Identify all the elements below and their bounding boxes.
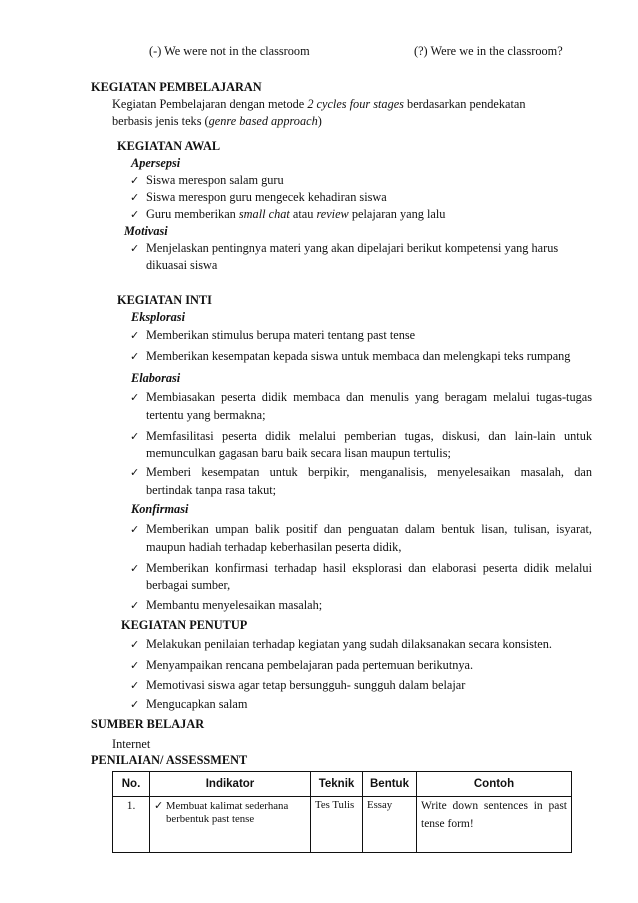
- header-contoh: Contoh: [417, 772, 572, 797]
- header-indikator: Indikator: [150, 772, 311, 797]
- list-item: Menyampaikan rencana pembelajaran pada pertemuan berikutnya.: [146, 658, 474, 672]
- list-item: Memotivasi siswa agar tetap bersungguh- sungguh dalam belajar: [146, 678, 466, 692]
- cell-no: 1.: [113, 797, 150, 853]
- check-icon: [130, 328, 139, 343]
- check-icon: [130, 429, 139, 444]
- check-icon: [130, 678, 139, 693]
- text: berdasarkan pendekatan: [403, 97, 526, 111]
- list-item: Mengucapkan salam: [146, 697, 248, 711]
- cell-contoh: [417, 797, 572, 853]
- list-item-continuation: dikuasai siswa: [146, 258, 218, 272]
- list-item: Siswa merespon salam guru: [146, 173, 284, 187]
- list-item-continuation: maupun hadiah terhadap keberhasilan peserta didik,: [146, 540, 402, 554]
- section-heading-sumber: SUMBER BELAJAR: [91, 717, 205, 731]
- heading-kegiatan-awal: KEGIATAN AWAL: [117, 139, 221, 153]
- text: atau: [289, 207, 317, 221]
- list-item: Memberikan stimulus berupa materi tentang past tense: [146, 328, 416, 342]
- section-heading-kegiatan: KEGIATAN PEMBELAJARAN: [91, 80, 262, 94]
- list-item-continuation: berbagai sumber,: [146, 578, 231, 592]
- list-item: Memberikan umpan balik positif dan penguatan dalam bentuk lisan, tulisan, isyarat,: [146, 522, 592, 536]
- list-item: Memberikan konfirmasi terhadap hasil eksplorasi dan elaborasi peserta didik melalui: [146, 561, 592, 575]
- list-item: Memfasilitasi peserta didik melalui pemberian tugas, diskusi, dan lain-lain untuk: [146, 429, 592, 443]
- subheading-elaborasi: Elaborasi: [131, 371, 181, 385]
- check-icon: [130, 465, 139, 480]
- italic-text: genre based approach: [208, 114, 318, 128]
- assessment-table: [112, 771, 572, 853]
- indikator-line1: [154, 799, 306, 813]
- check-icon: [130, 658, 139, 673]
- check-icon: [130, 697, 139, 712]
- header-bentuk: Bentuk: [363, 772, 417, 797]
- text: Membuat kalimat sederhana: [165, 800, 289, 812]
- check-icon: [130, 598, 139, 613]
- list-item: [146, 207, 445, 222]
- text: berbasis jenis teks (: [112, 114, 209, 128]
- list-item: Siswa merespon guru mengecek kehadiran siswa: [146, 190, 387, 204]
- kegiatan-intro-line2: [112, 114, 322, 129]
- list-item-continuation: tertentu yang bermakna;: [146, 408, 266, 422]
- example-question: (?) Were we in the classroom?: [414, 44, 563, 58]
- text: Guru memberikan: [146, 207, 239, 221]
- check-icon: [130, 349, 139, 364]
- list-item: Membantu menyelesaikan masalah;: [146, 598, 323, 612]
- text: pelajaran yang lalu: [348, 207, 446, 221]
- cell-indikator: [150, 797, 311, 853]
- list-item: Memberi kesempatan untuk berpikir, menganalisis, menyelesaikan masalah, dan: [146, 465, 592, 479]
- sumber-value: Internet: [112, 737, 151, 751]
- contoh-line1: Write down sentences in past: [421, 800, 567, 812]
- text: Kegiatan Pembelajaran dengan metode: [112, 97, 308, 111]
- check-icon: [130, 390, 139, 405]
- list-item: Melakukan penilaian terhadap kegiatan yang sudah dilaksanakan secara konsisten.: [146, 637, 552, 651]
- check-icon: [154, 800, 163, 812]
- check-icon: [130, 207, 139, 222]
- check-icon: [130, 561, 139, 576]
- check-icon: [130, 637, 139, 652]
- text: ): [317, 114, 322, 128]
- italic-text: 2 cycles four stages: [307, 97, 404, 111]
- table-row: [113, 797, 572, 853]
- subheading-motivasi: Motivasi: [124, 224, 168, 238]
- subheading-apersepsi: Apersepsi: [131, 156, 181, 170]
- italic-text: small chat: [238, 207, 290, 221]
- table-header-row: [113, 772, 572, 797]
- kegiatan-intro-line1: [112, 97, 526, 112]
- subheading-konfirmasi: Konfirmasi: [131, 502, 189, 516]
- contoh-line2: tense form!: [421, 818, 474, 831]
- subheading-eksplorasi: Eksplorasi: [131, 310, 185, 324]
- check-icon: [130, 190, 139, 205]
- check-icon: [130, 173, 139, 188]
- heading-kegiatan-inti: KEGIATAN INTI: [117, 293, 212, 307]
- header-no: No.: [113, 772, 150, 797]
- list-item: Memberikan kesempatan kepada siswa untuk membaca dan melengkapi teks rumpang: [146, 349, 571, 363]
- example-negative: (-) We were not in the classroom: [149, 44, 310, 58]
- cell-teknik: Tes Tulis: [311, 797, 363, 853]
- list-item: Menjelaskan pentingnya materi yang akan dipelajari berikut kompetensi yang harus: [146, 241, 559, 255]
- list-item-continuation: bertindak tanpa rasa takut;: [146, 483, 277, 497]
- italic-text: review: [316, 207, 349, 221]
- indikator-line2: berbentuk past tense: [166, 813, 255, 826]
- header-teknik: Teknik: [311, 772, 363, 797]
- check-icon: [130, 522, 139, 537]
- section-heading-penilaian: PENILAIAN/ ASSESSMENT: [91, 753, 248, 767]
- list-item: Membiasakan peserta didik membaca dan menulis yang beragam melalui tugas-tugas: [146, 390, 592, 404]
- cell-bentuk: Essay: [363, 797, 417, 853]
- heading-kegiatan-penutup: KEGIATAN PENUTUP: [121, 618, 248, 632]
- list-item-continuation: memunculkan gagasan baru baik secara lisan maupun tertulis;: [146, 446, 451, 460]
- check-icon: [130, 241, 139, 256]
